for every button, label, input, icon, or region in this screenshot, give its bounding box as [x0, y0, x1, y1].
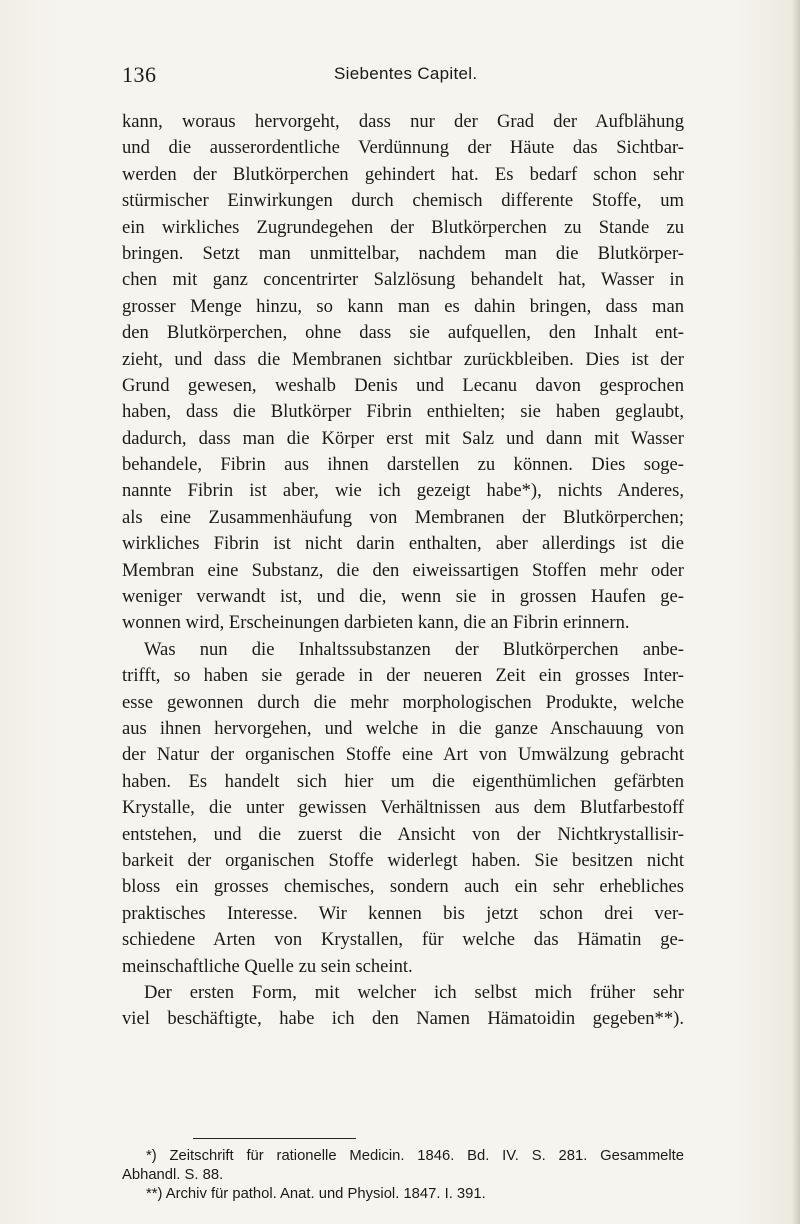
text-line: Der ersten Form, mit welcher ich selbst mich früher sehr	[144, 981, 684, 1003]
footnote-divider	[193, 1138, 356, 1139]
text-line: entstehen, und die zuerst die Ansicht von der Nichtkrystallisir-	[122, 823, 684, 845]
text-line: Grund gewesen, weshalb Denis und Lecanu davon gesprochen	[122, 374, 684, 396]
text-line: schiedene Arten von Krystallen, für welche das Hämatin ge-	[122, 929, 684, 951]
text-line: esse gewonnen durch die mehr morphologischen Produkte, welche	[122, 691, 684, 713]
text-line: Membran eine Substanz, die den eiweissartigen Stoffen mehr oder	[122, 559, 684, 581]
footnote-line: **) Archiv für pathol. Anat. und Physiol. 1847. I. 391.	[146, 1186, 486, 1202]
text-line: weniger verwandt ist, und die, wenn sie in grossen Haufen ge-	[122, 586, 684, 608]
footnote-line: Abhandl. S. 88.	[122, 1167, 224, 1183]
text-line: wirkliches Fibrin ist nicht darin enthalten, aber allerdings ist die	[122, 533, 684, 555]
text-line: werden der Blutkörperchen gehindert hat. Es bedarf schon sehr	[122, 163, 684, 185]
text-line: praktisches Interesse. Wir kennen bis jetzt schon drei ver-	[122, 902, 684, 924]
text-line: ein wirkliches Zugrundegehen der Blutkörperchen zu Stande zu	[122, 216, 684, 238]
text-line: und die ausserordentliche Verdünnung der Häute das Sichtbar-	[122, 137, 684, 159]
body-text	[122, 109, 684, 1033]
running-title: Siebentes Capitel.	[334, 64, 478, 83]
text-line: kann, woraus hervorgeht, dass nur der Grad der Aufblähung	[122, 111, 684, 132]
text-line: wonnen wird, Erscheinungen darbieten kann, die an Fibrin erinnern.	[122, 612, 630, 634]
text-line: nannte Fibrin ist aber, wie ich gezeigt habe*), nichts Anderes,	[122, 480, 684, 502]
text-line: Was nun die Inhaltssubstanzen der Blutkörperchen anbe-	[144, 638, 684, 660]
text-line: zieht, und dass die Membranen sichtbar zurückbleiben. Dies ist der	[122, 348, 684, 370]
text-line: viel beschäftigte, habe ich den Namen Hämatoidin gegeben**).	[122, 1008, 684, 1030]
text-line: den Blutkörperchen, ohne dass sie aufquellen, den Inhalt ent-	[122, 322, 684, 344]
text-line: haben. Es handelt sich hier um die eigenthümlichen gefärbten	[122, 770, 684, 792]
text-line: behandele, Fibrin aus ihnen darstellen zu können. Dies soge-	[122, 454, 684, 476]
text-line: chen mit ganz concentrirter Salzlösung behandelt hat, Wasser in	[122, 269, 684, 291]
text-line: grosser Menge hinzu, so kann man es dahin bringen, dass man	[122, 295, 684, 317]
text-line: aus ihnen hervorgehen, und welche in die ganze Anschauung von	[122, 717, 684, 739]
footnotes	[122, 1147, 684, 1204]
page-edge-shadow	[792, 0, 800, 1224]
text-line: der Natur der organischen Stoffe eine Art von Umwälzung gebracht	[122, 744, 684, 766]
text-line: bloss ein grosses chemisches, sondern auch ein sehr erhebliches	[122, 876, 684, 898]
footnote-line: *) Zeitschrift für rationelle Medicin. 1846. Bd. IV. S. 281. Gesammelte	[146, 1148, 684, 1164]
text-line: haben, dass die Blutkörper Fibrin enthielten; sie haben geglaubt,	[122, 401, 684, 423]
text-line: trifft, so haben sie gerade in der neueren Zeit ein grosses Inter-	[122, 665, 684, 687]
text-line: meinschaftliche Quelle zu sein scheint.	[122, 955, 413, 977]
text-line: bringen. Setzt man unmittelbar, nachdem man die Blutkörper-	[122, 242, 684, 264]
text-line: als eine Zusammenhäufung von Membranen der Blutkörperchen;	[122, 506, 684, 528]
page-number: 136	[122, 62, 157, 87]
page-header	[122, 62, 684, 92]
text-line: Krystalle, die unter gewissen Verhältnissen aus dem Blutfarbestoff	[122, 797, 684, 819]
text-line: stürmischer Einwirkungen durch chemisch differente Stoffe, um	[122, 190, 684, 212]
text-line: dadurch, dass man die Körper erst mit Salz und dann mit Wasser	[122, 427, 684, 449]
text-line: barkeit der organischen Stoffe widerlegt haben. Sie besitzen nicht	[122, 849, 684, 871]
